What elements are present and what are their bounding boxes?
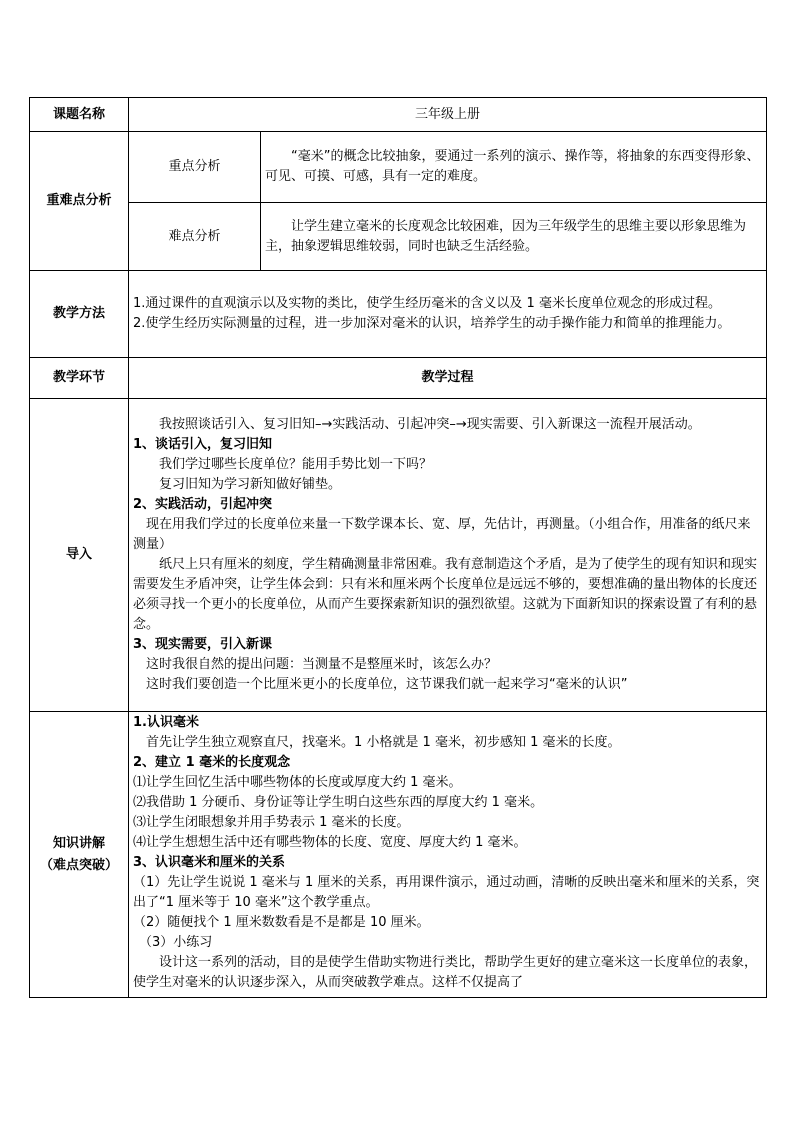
intro-content (129, 399, 767, 712)
method-item-2: 2.使学生经历实际测量的过程，进一步加深对毫米的认识，培养学生的动手操作能力和简单的推理能力。 (133, 316, 731, 331)
intro-heading-1: 1、谈话引入，复习旧知 (133, 437, 273, 452)
knowledge-paragraph-3: ⑵我借助 1 分硬币、身份证等让学生明白这些东西的厚度大约 1 毫米。 (133, 794, 544, 810)
key-point-label: 重点分析 (129, 132, 261, 203)
key-point-paragraph: “毫米”的概念比较抽象，要通过一系列的演示、操作等，将抽象的东西变得形象、可见、可摸、可感，具有一定的难度。 (265, 149, 760, 184)
methods-text (129, 271, 767, 358)
knowledge-heading-2: 2、建立 1 毫米的长度观念 (133, 754, 291, 770)
difficulty-label: 重难点分析 (30, 132, 129, 271)
knowledge-paragraph-5: ⑷让学生想想生活中还有哪些物体的长度、宽度、厚度大约 1 毫米。 (133, 834, 527, 850)
intro-paragraph-7: 这时我们要创造一个比厘米更小的长度单位，这节课我们就一起来学习“毫米的认识” (146, 677, 628, 692)
row-knowledge (30, 712, 767, 998)
knowledge-content (129, 712, 767, 998)
knowledge-heading-1: 1.认识毫米 (133, 714, 199, 730)
row-hard-point (30, 203, 767, 271)
intro-paragraph-2: 我们学过哪些长度单位？能用手势比划一下吗？ (159, 457, 433, 472)
lesson-title-value: 三年级上册 (129, 98, 767, 132)
knowledge-paragraph-4: ⑶让学生闭眼想象并用手势表示 1 毫米的长度。 (133, 814, 410, 830)
method-item-1: 1.通过课件的直观演示以及实物的类比，使学生经历毫米的含义以及 1 毫米长度单位观念的形成过程。 (133, 296, 721, 311)
lesson-plan-table (29, 97, 767, 998)
row-key-point (30, 132, 767, 203)
knowledge-label (30, 712, 129, 998)
intro-paragraph-6: 这时我很自然的提出问题：当测量不是整厘米时，该怎么办？ (146, 657, 498, 672)
row-intro (30, 399, 767, 712)
intro-paragraph-1: 我按照谈话引入、复习旧知–→实践活动、引起冲突–→现实需要、引入新课这一流程开展活动。 (159, 417, 701, 432)
key-point-text (261, 132, 767, 203)
row-lesson-title (30, 98, 767, 132)
knowledge-paragraph-1: 首先让学生独立观察直尺，找毫米。1 小格就是 1 毫米，初步感知 1 毫米的长度。 (146, 734, 621, 750)
intro-heading-2: 2、实践活动，引起冲突 (133, 497, 273, 512)
knowledge-label-main: 知识讲解 (52, 835, 105, 851)
intro-paragraph-3: 复习旧知为学习新知做好铺垫。 (159, 477, 342, 492)
knowledge-label-sub: （难点突破） (39, 857, 118, 873)
hard-point-text (261, 203, 767, 271)
intro-heading-3: 3、现实需要，引入新课 (133, 637, 273, 652)
intro-label: 导入 (30, 399, 129, 712)
knowledge-paragraph-6: （1）先让学生说说 1 毫米与 1 厘米的关系，再用课件演示，通过动画，清晰的反映出毫米和厘米的关系，突出了“1 厘米等于 10 毫米”这个教学重点。 (133, 874, 760, 910)
hard-point-paragraph: 让学生建立毫米的长度观念比较困难，因为三年级学生的思维主要以形象思维为主，抽象逻辑思维较弱，同时也缺乏生活经验。 (265, 218, 747, 254)
intro-paragraph-5: 纸尺上只有厘米的刻度，学生精确测量非常困难。我有意制造这个矛盾，是为了使学生的现有知识和现实需要发生矛盾冲突，让学生体会到：只有米和厘米两个长度单位是远远不够的，要想准确的量出物体的长度还必须寻找一个更小的长度单位，从而产生要探索新知识的强烈欲望。这就为下面新知识的探索设置了有利的悬念。 (133, 557, 758, 632)
knowledge-paragraph-7: （2）随便找个 1 厘米数数看是不是都是 10 厘米。 (133, 914, 430, 930)
hard-point-label: 难点分析 (129, 203, 261, 271)
intro-paragraph-4: 现在用我们学过的长度单位来量一下数学课本长、宽、厚，先估计，再测量。（小组合作，用准备的纸尺来测量） (133, 517, 751, 552)
knowledge-paragraph-9: 设计这一系列的活动，目的是使学生借助实物进行类比，帮助学生更好的建立毫米这一长度单位的表象，使学生对毫米的认识逐步深入，从而突破教学难点。这样不仅提高了 (133, 954, 758, 990)
row-methods (30, 271, 767, 358)
process-header-value: 教学过程 (129, 358, 767, 399)
knowledge-paragraph-2: ⑴让学生回忆生活中哪些物体的长度或厚度大约 1 毫米。 (133, 774, 462, 790)
row-process-header (30, 358, 767, 399)
lesson-title-label: 课题名称 (30, 98, 129, 132)
knowledge-heading-3: 3、认识毫米和厘米的关系 (133, 854, 286, 870)
knowledge-paragraph-8: （3）小练习 (139, 934, 213, 950)
process-step-label: 教学环节 (30, 358, 129, 399)
methods-label: 教学方法 (30, 271, 129, 358)
